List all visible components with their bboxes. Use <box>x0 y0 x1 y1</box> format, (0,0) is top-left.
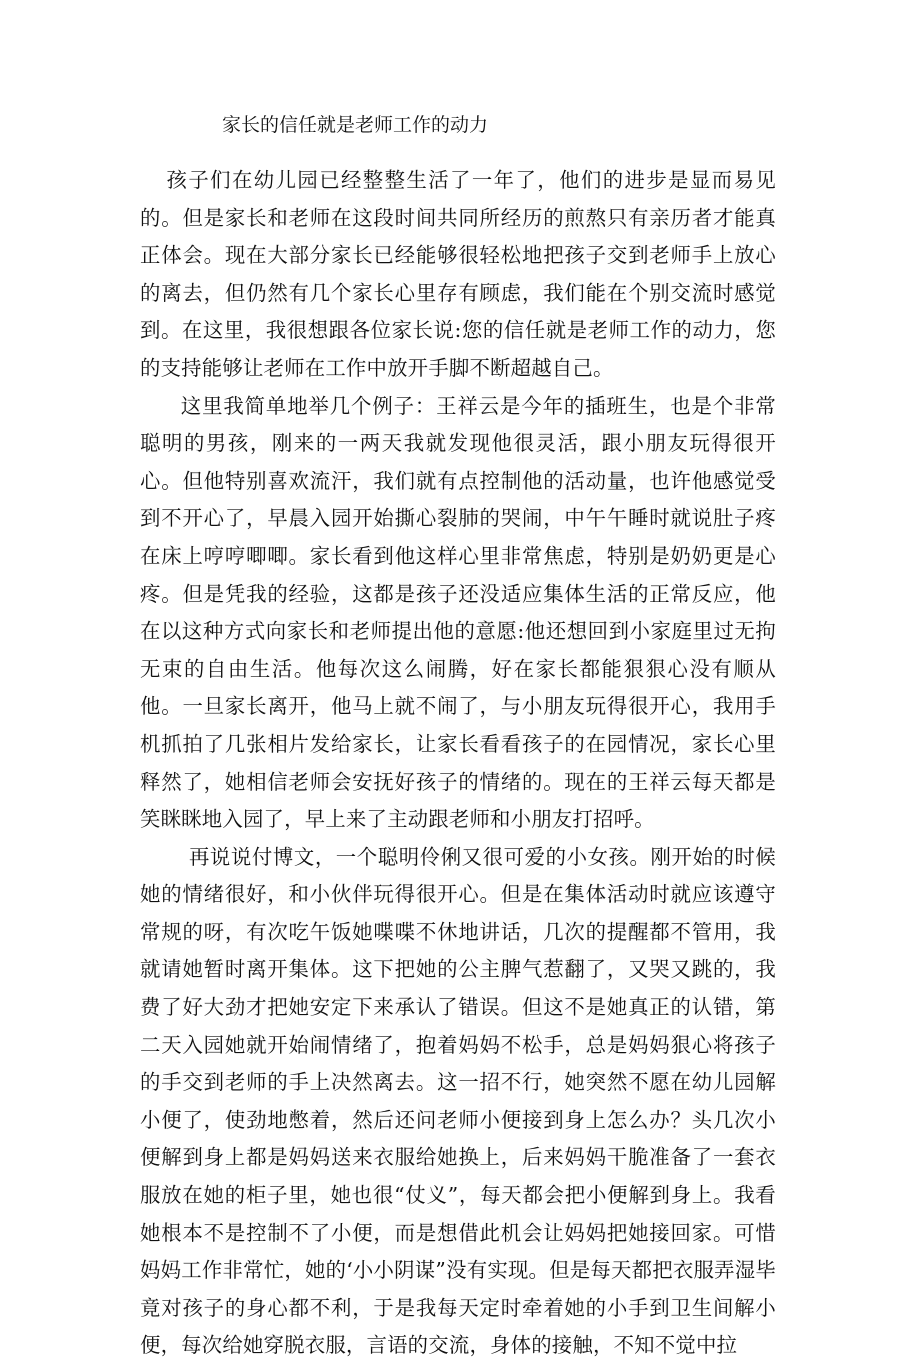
document-body <box>140 162 776 1365</box>
paragraph-3: 再说说付博文，一个聪明伶俐又很可爱的小女孩。刚开始的时候她的情绪很好，和小伙伴玩得很开心。但是在集体活动时就应该遵守常规的呀，有次吃午饭她喋喋不休地讲话，几次的提醒都不管用，我就请她暂时离开集体。这下把她的公主脾气惹翻了，又哭又跳的，我费了好大劲才把她安定下来承认了错误。但这不是她真正的认错，第二天入园她就开始闹情绪了，抱着妈妈不松手，总是妈妈狠心将孩子的手交到老师的手上决然离去。这一招不行，她突然不愿在幼儿园解小便了，使劲地憋着，然后还问老师小便接到身上怎么办？头几次小便解到身上都是妈妈送来衣服给她换上，后来妈妈干脆准备了一套衣服放在她的柜子里，她也很“仗义”，每天都会把小便解到身上。我看她根本不是控制不了小便，而是想借此机会让妈妈把她接回家。可惜妈妈工作非常忙，她的‘小小阴谋”没有实现。但是每天都把衣服弄湿毕竟对孩子的身心都不利，于是我每天定时牵着她的小手到卫生间解小便，每次给她穿脱衣服，言语的交流，身体的接触，不知不觉中拉 <box>140 844 776 1358</box>
document-title: 家长的信任就是老师工作的动力 <box>222 114 489 136</box>
paragraph-2: 这里我简单地举几个例子：王祥云是今年的插班生，也是个非常聪明的男孩，刚来的一两天我就发现他很灵活，跟小朋友玩得很开心。但他特别喜欢流汗，我们就有点控制他的活动量，也许他感觉受到不开心了，早晨入园开始撕心裂肺的哭闹，中午午睡时就说肚子疼在床上哼哼唧唧。家长看到他这样心里非常焦虑，特别是奶奶更是心疼。但是凭我的经验，这都是孩子还没适应集体生活的正常反应，他在以这种方式向家长和老师提出他的意愿:他还想回到小家庭里过无拘无束的自由生活。他每次这么闹腾，好在家长都能狠狠心没有顺从他。一旦家长离开，他马上就不闹了，与小朋友玩得很开心，我用手机抓拍了几张相片发给家长，让家长看看孩子的在园情况，家长心里释然了，她相信老师会安抚好孩子的情绪的。现在的王祥云每天都是笑眯眯地入园了，早上来了主动跟老师和小朋友打招呼。 <box>140 393 776 832</box>
paragraph-1: 孩子们在幼儿园已经整整生活了一年了，他们的进步是显而易见的。但是家长和老师在这段时间共同所经历的煎熬只有亲历者才能真正体会。现在大部分家长已经能够很轻松地把孩子交到老师手上放心的离去，但仍然有几个家长心里存有顾虑，我们能在个别交流时感觉到。在这里，我很想跟各位家长说:您的信任就是老师工作的动力，您的支持能够让老师在工作中放开手脚不断超越自己。 <box>140 168 776 380</box>
